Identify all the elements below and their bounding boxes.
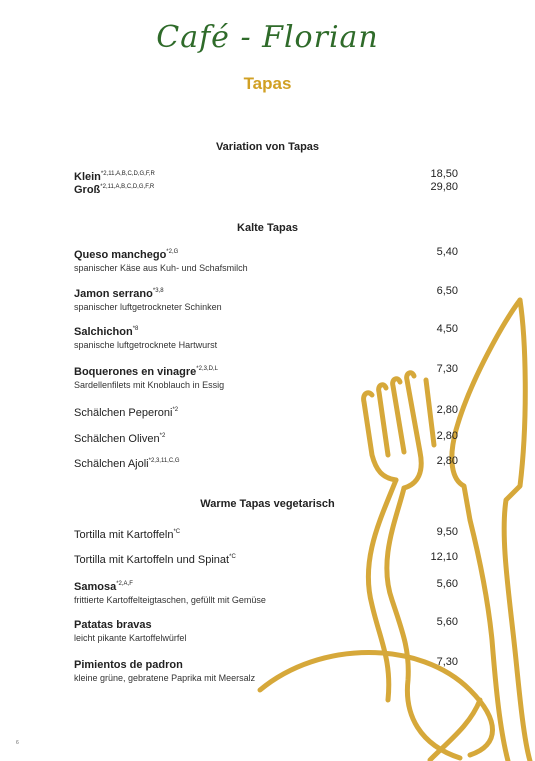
item-name: Groß [74,184,101,196]
menu-item [74,430,458,446]
item-description: Sardellenfilets mit Knoblauch in Essig [74,380,225,390]
item-price: 6,50 [436,285,458,297]
section-title-variation: Variation von Tapas [215,141,320,153]
page-number: 6 [16,740,19,746]
item-name: Tortilla mit Kartoffeln [74,529,174,541]
page-title: Tapas [243,74,292,93]
item-description: frittierte Kartoffelteigtaschen, gefüllt mit Gemüse [74,595,266,605]
menu-item [74,404,458,420]
item-allergens: *C [173,529,181,535]
item-price: 5,60 [436,578,458,590]
menu-item [74,551,458,567]
menu-item [74,616,458,644]
item-allergens: *3,8 [152,288,164,294]
item-price: 7,30 [436,656,458,668]
item-price: 18,50 [430,168,458,180]
item-price: 12,10 [430,551,458,563]
item-name: Tortilla mit Kartoffeln und Spinat [74,554,230,566]
item-allergens: *2,G [166,249,179,255]
item-allergens: *2,3,11,C,G [148,458,180,464]
menu-item [74,656,458,684]
item-price: 5,60 [436,616,458,628]
item-name: Pimientos de padron [74,659,183,671]
item-allergens: *8 [132,326,139,332]
item-description: spanische luftgetrocknete Hartwurst [74,340,218,350]
menu-item [74,285,458,313]
item-allergens: *2,A,F [116,581,133,587]
item-price: 2,80 [436,455,458,467]
menu-item [74,323,458,351]
item-price: 4,50 [436,323,458,335]
item-allergens: *2 [159,433,166,439]
item-name: Salchichon [74,326,133,338]
cafe-logo: Café - Florian [156,20,379,55]
item-name: Schälchen Peperoni [74,407,173,419]
item-name: Klein [74,171,101,183]
menu-item [74,246,458,274]
item-price: 5,40 [436,246,458,258]
item-description: spanischer Käse aus Kuh- und Schafsmilch [74,263,248,273]
item-allergens: *2,11,A,B,C,D,G,F,R [100,171,155,177]
section-title-warme: Warme Tapas vegetarisch [200,498,335,510]
item-price: 9,50 [436,526,458,538]
section-title-kalte: Kalte Tapas [237,222,298,234]
item-name: Boquerones en vinagre [74,366,197,378]
item-name: Jamon serrano [74,288,153,300]
item-description: kleine grüne, gebratene Paprika mit Meersalz [74,673,256,683]
item-name: Schälchen Ajoli [74,458,149,470]
menu-item [74,526,458,542]
menu-item [74,363,458,391]
item-allergens: *2 [172,407,179,413]
menu-item [74,578,458,606]
item-name: Samosa [74,581,117,593]
item-price: 2,80 [436,430,458,442]
item-allergens: *2,3,D,L [196,366,218,372]
item-description: leicht pikante Kartoffelwürfel [74,633,187,643]
menu-item [74,455,458,471]
item-name: Patatas bravas [74,619,152,631]
menu-item [74,181,458,197]
item-name: Queso manchego [74,249,167,261]
item-allergens: *C [229,554,236,560]
item-price: 29,80 [430,181,458,193]
item-description: spanischer luftgetrockneter Schinken [74,302,222,312]
item-price: 7,30 [436,363,458,375]
item-allergens: *2,11,A,B,C,D,G,F,R [100,184,155,190]
item-name: Schälchen Oliven [74,433,160,445]
item-price: 2,80 [436,404,458,416]
